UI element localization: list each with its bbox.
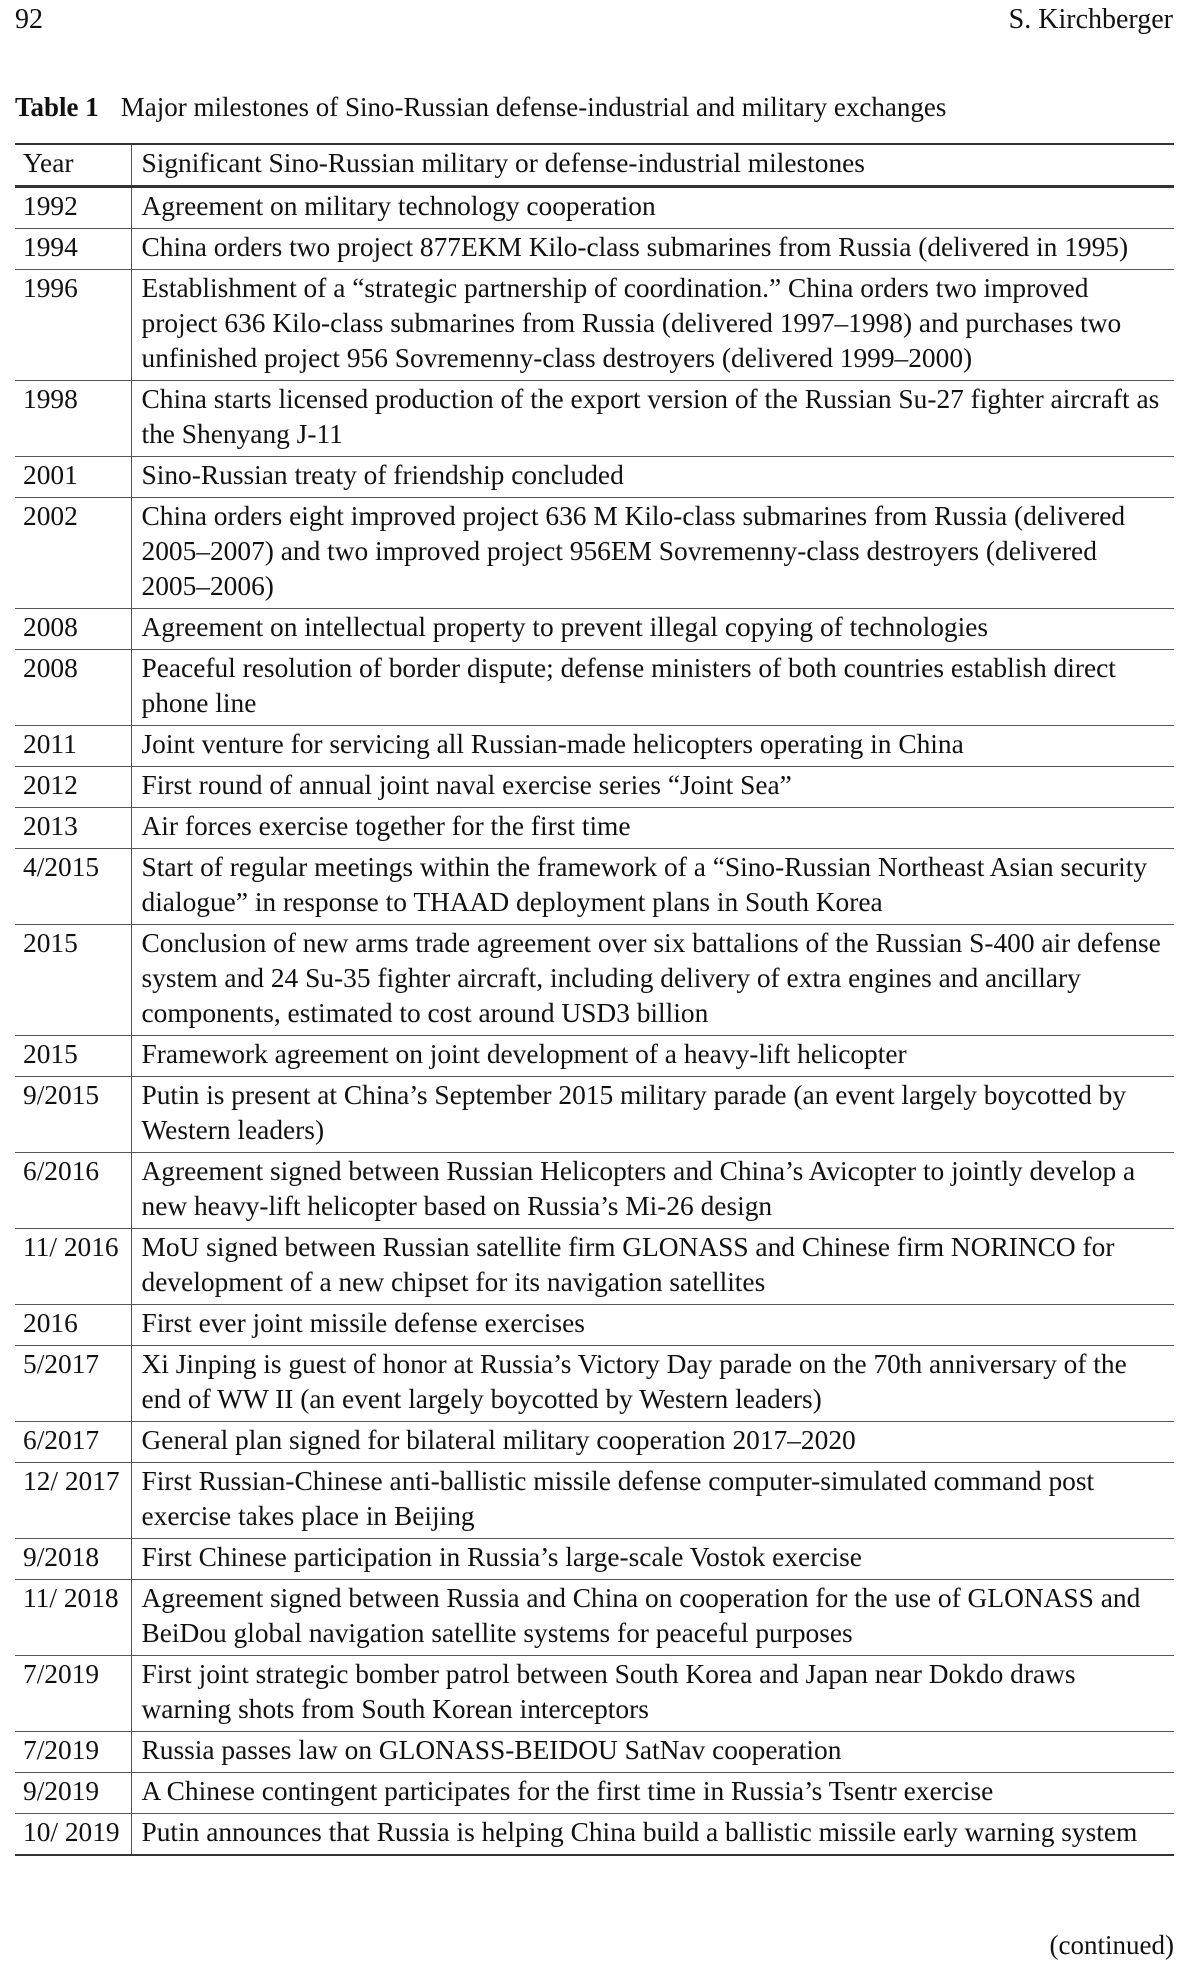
table-header xyxy=(15,144,1174,187)
table-row xyxy=(15,1814,1174,1856)
year-cell: 5/2017 xyxy=(15,1346,131,1422)
column-header-year: Year xyxy=(15,144,131,187)
year-cell: 2015 xyxy=(15,925,131,1036)
table-body xyxy=(15,187,1174,1856)
year-cell: 10/ 2019 xyxy=(15,1814,131,1856)
year-cell: 9/2019 xyxy=(15,1773,131,1814)
year-cell: 1994 xyxy=(15,229,131,270)
column-header-milestones: Significant Sino-Russian military or defense-industrial milestones xyxy=(141,148,865,178)
table-row xyxy=(15,457,1174,498)
year-cell: 2008 xyxy=(15,650,131,726)
year-cell: 1992 xyxy=(15,187,131,229)
continued-note: (continued) xyxy=(1049,1930,1174,1960)
table-row xyxy=(15,1153,1174,1229)
table-caption-label: Table 1 xyxy=(15,92,99,122)
table-row xyxy=(15,609,1174,650)
milestone-cell: Putin announces that Russia is helping China build a ballistic missile early warning system xyxy=(141,1817,1138,1847)
milestones-table xyxy=(15,143,1174,1856)
table-row xyxy=(15,229,1174,270)
year-cell: 4/2015 xyxy=(15,849,131,925)
milestones-table-container xyxy=(15,143,1174,1856)
year-cell: 7/2019 xyxy=(15,1732,131,1773)
table-header-row xyxy=(15,144,1174,187)
table-row xyxy=(15,1656,1174,1732)
milestone-cell: MoU signed between Russian satellite firm GLONASS and Chinese firm NORINCO for development of a new chipset for its navigation satellites xyxy=(141,1232,1115,1297)
milestone-cell: First joint strategic bomber patrol between South Korea and Japan near Dokdo draws warning shots from South Korean interceptors xyxy=(141,1659,1076,1724)
year-cell: 2015 xyxy=(15,1036,131,1077)
milestone-cell: First ever joint missile defense exercises xyxy=(141,1308,585,1338)
milestone-cell: Russia passes law on GLONASS-BEIDOU SatNav cooperation xyxy=(141,1735,842,1765)
year-cell: 12/ 2017 xyxy=(15,1463,131,1539)
milestone-cell: Xi Jinping is guest of honor at Russia’s Victory Day parade on the 70th anniversary of the end of WW II (an event largely boycotted by Western leaders) xyxy=(141,1349,1127,1414)
table-row xyxy=(15,270,1174,381)
table-row xyxy=(15,767,1174,808)
table-row xyxy=(15,381,1174,457)
year-cell: 7/2019 xyxy=(15,1656,131,1732)
year-cell: 2001 xyxy=(15,457,131,498)
milestone-cell: First Russian-Chinese anti-ballistic missile defense computer-simulated command post exercise takes place in Beijing xyxy=(141,1466,1095,1531)
table-row xyxy=(15,1036,1174,1077)
milestone-cell: China starts licensed production of the export version of the Russian Su-27 fighter aircraft as the Shenyang J-11 xyxy=(141,384,1160,449)
milestone-cell: Joint venture for servicing all Russian-made helicopters operating in China xyxy=(141,729,964,759)
milestone-cell: Agreement signed between Russian Helicopters and China’s Avicopter to jointly develop a new heavy-lift helicopter based on Russia’s Mi-26 design xyxy=(141,1156,1136,1221)
year-cell: 11/ 2018 xyxy=(15,1580,131,1656)
table-row xyxy=(15,1463,1174,1539)
milestone-cell: Agreement signed between Russia and China on cooperation for the use of GLONASS and BeiDou global navigation satellite systems for peaceful purposes xyxy=(141,1583,1141,1648)
year-cell: 6/2017 xyxy=(15,1422,131,1463)
table-row xyxy=(15,187,1174,229)
table-row xyxy=(15,849,1174,925)
table-row xyxy=(15,1732,1174,1773)
table-caption xyxy=(15,92,946,123)
year-cell: 2002 xyxy=(15,498,131,609)
milestone-cell: Conclusion of new arms trade agreement over six battalions of the Russian S-400 air defense system and 24 Su-35 fighter aircraft, including delivery of extra engines and ancillary components, estimated to cost around USD3 billion xyxy=(141,928,1161,1028)
table-row xyxy=(15,1422,1174,1463)
year-cell: 6/2016 xyxy=(15,1153,131,1229)
milestone-cell: Agreement on intellectual property to prevent illegal copying of technologies xyxy=(141,612,989,642)
table-row xyxy=(15,1580,1174,1656)
milestone-cell: First round of annual joint naval exercise series “Joint Sea” xyxy=(141,770,792,800)
table-row xyxy=(15,498,1174,609)
year-cell: 2008 xyxy=(15,609,131,650)
year-cell: 2013 xyxy=(15,808,131,849)
milestone-cell: China orders two project 877EKM Kilo-class submarines from Russia (delivered in 1995) xyxy=(141,232,1129,262)
year-cell: 11/ 2016 xyxy=(15,1229,131,1305)
milestone-cell: Framework agreement on joint development of a heavy-lift helicopter xyxy=(141,1039,907,1069)
table-row xyxy=(15,1773,1174,1814)
milestone-cell: Air forces exercise together for the first time xyxy=(141,811,631,841)
milestone-cell: Putin is present at China’s September 2015 military parade (an event largely boycotted by Western leaders) xyxy=(141,1080,1127,1145)
year-cell: 9/2018 xyxy=(15,1539,131,1580)
table-row xyxy=(15,1539,1174,1580)
milestone-cell: China orders eight improved project 636 M Kilo-class submarines from Russia (delivered 2005–2007) and two improved project 956EM Sovremenny-class destroyers (delivered 2005–2006) xyxy=(141,501,1126,601)
table-row xyxy=(15,808,1174,849)
table-row xyxy=(15,1229,1174,1305)
running-head: S. Kirchberger xyxy=(1008,4,1173,35)
milestone-cell: First Chinese participation in Russia’s large-scale Vostok exercise xyxy=(141,1542,862,1572)
table-row xyxy=(15,726,1174,767)
table-row xyxy=(15,1346,1174,1422)
page-header xyxy=(15,2,1173,42)
year-cell: 2016 xyxy=(15,1305,131,1346)
table-row xyxy=(15,925,1174,1036)
milestone-cell: Sino-Russian treaty of friendship concluded xyxy=(141,460,624,490)
table-row xyxy=(15,1077,1174,1153)
milestone-cell: Establishment of a “strategic partnership of coordination.” China orders two improved project 636 Kilo-class submarines from Russia (delivered 1997–1998) and purchases two unfinished project 956 Sovremenny-class destroyers (delivered 1999–2000) xyxy=(141,273,1122,373)
year-cell: 1996 xyxy=(15,270,131,381)
table-row xyxy=(15,650,1174,726)
milestone-cell: Peaceful resolution of border dispute; defense ministers of both countries establish direct phone line xyxy=(141,653,1116,718)
table-row xyxy=(15,1305,1174,1346)
year-cell: 9/2015 xyxy=(15,1077,131,1153)
milestone-cell: Start of regular meetings within the framework of a “Sino-Russian Northeast Asian security dialogue” in response to THAAD deployment plans in South Korea xyxy=(141,852,1148,917)
page-number: 92 xyxy=(15,4,43,35)
year-cell: 2011 xyxy=(15,726,131,767)
milestone-cell: Agreement on military technology cooperation xyxy=(141,191,656,221)
table-caption-text: Major milestones of Sino-Russian defense-industrial and military exchanges xyxy=(120,92,947,122)
year-cell: 1998 xyxy=(15,381,131,457)
year-cell: 2012 xyxy=(15,767,131,808)
milestone-cell: General plan signed for bilateral military cooperation 2017–2020 xyxy=(141,1425,856,1455)
milestone-cell: A Chinese contingent participates for the first time in Russia’s Tsentr exercise xyxy=(141,1776,994,1806)
